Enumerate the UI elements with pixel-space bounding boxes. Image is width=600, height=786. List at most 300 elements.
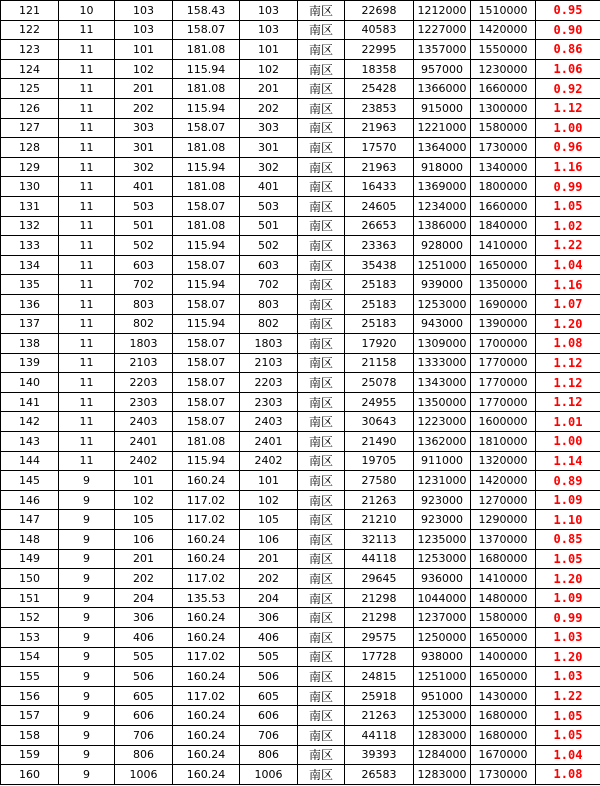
unit-cell: 201 xyxy=(115,79,173,99)
zone-cell: 南区 xyxy=(298,725,345,745)
price-per-sqm-cell: 21963 xyxy=(345,157,414,177)
area-cell: 181.08 xyxy=(173,177,240,197)
total-price-a-cell: 911000 xyxy=(414,451,471,471)
table-row xyxy=(1,255,600,275)
area-cell: 181.08 xyxy=(173,79,240,99)
zone-cell: 南区 xyxy=(298,314,345,334)
room-cell: 2303 xyxy=(240,392,298,412)
table-row xyxy=(1,334,600,354)
ratio-cell: 0.96 xyxy=(536,138,600,158)
zone-cell: 南区 xyxy=(298,569,345,589)
total-price-b-cell: 1420000 xyxy=(471,20,536,40)
price-per-sqm-cell: 24815 xyxy=(345,667,414,687)
room-cell: 103 xyxy=(240,20,298,40)
row-number: 122 xyxy=(1,20,59,40)
price-per-sqm-cell: 44118 xyxy=(345,725,414,745)
building-cell: 9 xyxy=(59,549,115,569)
unit-cell: 202 xyxy=(115,98,173,118)
ratio-cell: 1.12 xyxy=(536,98,600,118)
row-number: 126 xyxy=(1,98,59,118)
price-per-sqm-cell: 25183 xyxy=(345,314,414,334)
room-cell: 505 xyxy=(240,647,298,667)
zone-cell: 南区 xyxy=(298,667,345,687)
total-price-b-cell: 1670000 xyxy=(471,745,536,765)
unit-cell: 102 xyxy=(115,59,173,79)
total-price-b-cell: 1680000 xyxy=(471,725,536,745)
zone-cell: 南区 xyxy=(298,59,345,79)
row-number: 156 xyxy=(1,686,59,706)
ratio-cell: 1.08 xyxy=(536,765,600,785)
building-cell: 11 xyxy=(59,98,115,118)
room-cell: 506 xyxy=(240,667,298,687)
room-cell: 702 xyxy=(240,275,298,295)
room-cell: 502 xyxy=(240,236,298,256)
total-price-b-cell: 1420000 xyxy=(471,471,536,491)
building-cell: 9 xyxy=(59,530,115,550)
zone-cell: 南区 xyxy=(298,216,345,236)
total-price-a-cell: 1284000 xyxy=(414,745,471,765)
unit-cell: 302 xyxy=(115,157,173,177)
zone-cell: 南区 xyxy=(298,451,345,471)
ratio-cell: 1.16 xyxy=(536,275,600,295)
zone-cell: 南区 xyxy=(298,157,345,177)
room-cell: 2401 xyxy=(240,432,298,452)
ratio-cell: 1.20 xyxy=(536,314,600,334)
row-number: 139 xyxy=(1,353,59,373)
row-number: 140 xyxy=(1,373,59,393)
row-number: 148 xyxy=(1,530,59,550)
building-cell: 9 xyxy=(59,765,115,785)
building-cell: 11 xyxy=(59,59,115,79)
room-cell: 1803 xyxy=(240,334,298,354)
room-cell: 1006 xyxy=(240,765,298,785)
zone-cell: 南区 xyxy=(298,1,345,21)
row-number: 138 xyxy=(1,334,59,354)
zone-cell: 南区 xyxy=(298,745,345,765)
building-cell: 11 xyxy=(59,412,115,432)
table-row xyxy=(1,667,600,687)
zone-cell: 南区 xyxy=(298,98,345,118)
table-row xyxy=(1,530,600,550)
total-price-a-cell: 1333000 xyxy=(414,353,471,373)
ratio-cell: 1.22 xyxy=(536,236,600,256)
zone-cell: 南区 xyxy=(298,79,345,99)
area-cell: 158.07 xyxy=(173,118,240,138)
zone-cell: 南区 xyxy=(298,628,345,648)
ratio-cell: 0.85 xyxy=(536,530,600,550)
row-number: 141 xyxy=(1,392,59,412)
price-per-sqm-cell: 21298 xyxy=(345,588,414,608)
table-row xyxy=(1,588,600,608)
table-row xyxy=(1,392,600,412)
total-price-b-cell: 1840000 xyxy=(471,216,536,236)
building-cell: 11 xyxy=(59,392,115,412)
price-per-sqm-cell: 24605 xyxy=(345,196,414,216)
area-cell: 117.02 xyxy=(173,686,240,706)
total-price-a-cell: 1362000 xyxy=(414,432,471,452)
building-cell: 9 xyxy=(59,471,115,491)
price-per-sqm-cell: 23363 xyxy=(345,236,414,256)
total-price-b-cell: 1300000 xyxy=(471,98,536,118)
ratio-cell: 1.05 xyxy=(536,725,600,745)
unit-cell: 303 xyxy=(115,118,173,138)
row-number: 146 xyxy=(1,490,59,510)
price-per-sqm-cell: 17920 xyxy=(345,334,414,354)
room-cell: 101 xyxy=(240,471,298,491)
ratio-cell: 1.03 xyxy=(536,667,600,687)
price-per-sqm-cell: 23853 xyxy=(345,98,414,118)
zone-cell: 南区 xyxy=(298,353,345,373)
zone-cell: 南区 xyxy=(298,275,345,295)
area-cell: 115.94 xyxy=(173,451,240,471)
area-cell: 135.53 xyxy=(173,588,240,608)
area-cell: 115.94 xyxy=(173,314,240,334)
ratio-cell: 1.04 xyxy=(536,745,600,765)
total-price-b-cell: 1730000 xyxy=(471,765,536,785)
table-row xyxy=(1,490,600,510)
row-number: 130 xyxy=(1,177,59,197)
price-per-sqm-cell: 19705 xyxy=(345,451,414,471)
room-cell: 106 xyxy=(240,530,298,550)
area-cell: 160.24 xyxy=(173,471,240,491)
ratio-cell: 1.00 xyxy=(536,432,600,452)
total-price-a-cell: 1221000 xyxy=(414,118,471,138)
building-cell: 9 xyxy=(59,588,115,608)
area-cell: 117.02 xyxy=(173,647,240,667)
total-price-b-cell: 1430000 xyxy=(471,686,536,706)
total-price-b-cell: 1340000 xyxy=(471,157,536,177)
price-per-sqm-cell: 39393 xyxy=(345,745,414,765)
table-row xyxy=(1,40,600,60)
row-number: 136 xyxy=(1,294,59,314)
ratio-cell: 0.99 xyxy=(536,177,600,197)
total-price-b-cell: 1660000 xyxy=(471,79,536,99)
unit-cell: 2103 xyxy=(115,353,173,373)
ratio-cell: 1.12 xyxy=(536,373,600,393)
room-cell: 603 xyxy=(240,255,298,275)
room-cell: 406 xyxy=(240,628,298,648)
ratio-cell: 0.86 xyxy=(536,40,600,60)
total-price-b-cell: 1390000 xyxy=(471,314,536,334)
room-cell: 202 xyxy=(240,98,298,118)
ratio-cell: 1.20 xyxy=(536,647,600,667)
zone-cell: 南区 xyxy=(298,510,345,530)
room-cell: 2403 xyxy=(240,412,298,432)
total-price-b-cell: 1770000 xyxy=(471,373,536,393)
area-cell: 160.24 xyxy=(173,765,240,785)
table-row xyxy=(1,628,600,648)
building-cell: 11 xyxy=(59,432,115,452)
unit-cell: 102 xyxy=(115,490,173,510)
ratio-cell: 1.02 xyxy=(536,216,600,236)
ratio-cell: 1.12 xyxy=(536,353,600,373)
ratio-cell: 1.03 xyxy=(536,628,600,648)
table-row xyxy=(1,98,600,118)
ratio-cell: 1.06 xyxy=(536,59,600,79)
price-per-sqm-cell: 25428 xyxy=(345,79,414,99)
ratio-cell: 1.20 xyxy=(536,569,600,589)
ratio-cell: 1.14 xyxy=(536,451,600,471)
price-per-sqm-cell: 21158 xyxy=(345,353,414,373)
room-cell: 105 xyxy=(240,510,298,530)
unit-cell: 505 xyxy=(115,647,173,667)
area-cell: 117.02 xyxy=(173,569,240,589)
total-price-a-cell: 1309000 xyxy=(414,334,471,354)
building-cell: 11 xyxy=(59,40,115,60)
unit-cell: 503 xyxy=(115,196,173,216)
table-row xyxy=(1,216,600,236)
row-number: 151 xyxy=(1,588,59,608)
building-cell: 9 xyxy=(59,608,115,628)
table-row xyxy=(1,353,600,373)
zone-cell: 南区 xyxy=(298,765,345,785)
total-price-a-cell: 915000 xyxy=(414,98,471,118)
zone-cell: 南区 xyxy=(298,412,345,432)
room-cell: 201 xyxy=(240,79,298,99)
unit-cell: 2203 xyxy=(115,373,173,393)
zone-cell: 南区 xyxy=(298,549,345,569)
total-price-a-cell: 1231000 xyxy=(414,471,471,491)
unit-cell: 806 xyxy=(115,745,173,765)
total-price-a-cell: 936000 xyxy=(414,569,471,589)
table-row xyxy=(1,138,600,158)
unit-cell: 406 xyxy=(115,628,173,648)
total-price-b-cell: 1400000 xyxy=(471,647,536,667)
total-price-a-cell: 1253000 xyxy=(414,549,471,569)
total-price-a-cell: 951000 xyxy=(414,686,471,706)
total-price-a-cell: 1350000 xyxy=(414,392,471,412)
row-number: 143 xyxy=(1,432,59,452)
unit-cell: 204 xyxy=(115,588,173,608)
table-row xyxy=(1,1,600,21)
total-price-b-cell: 1370000 xyxy=(471,530,536,550)
price-per-sqm-cell: 25918 xyxy=(345,686,414,706)
price-per-sqm-cell: 35438 xyxy=(345,255,414,275)
row-number: 145 xyxy=(1,471,59,491)
area-cell: 160.24 xyxy=(173,725,240,745)
total-price-a-cell: 1251000 xyxy=(414,667,471,687)
row-number: 157 xyxy=(1,706,59,726)
price-per-sqm-cell: 25183 xyxy=(345,294,414,314)
table-row xyxy=(1,765,600,785)
row-number: 127 xyxy=(1,118,59,138)
zone-cell: 南区 xyxy=(298,196,345,216)
room-cell: 101 xyxy=(240,40,298,60)
ratio-cell: 0.89 xyxy=(536,471,600,491)
area-cell: 115.94 xyxy=(173,98,240,118)
room-cell: 201 xyxy=(240,549,298,569)
table-row xyxy=(1,510,600,530)
zone-cell: 南区 xyxy=(298,236,345,256)
total-price-b-cell: 1650000 xyxy=(471,255,536,275)
area-cell: 117.02 xyxy=(173,510,240,530)
area-cell: 158.07 xyxy=(173,373,240,393)
table-row xyxy=(1,79,600,99)
unit-cell: 2303 xyxy=(115,392,173,412)
total-price-b-cell: 1580000 xyxy=(471,118,536,138)
total-price-b-cell: 1510000 xyxy=(471,1,536,21)
room-cell: 303 xyxy=(240,118,298,138)
table-row xyxy=(1,59,600,79)
unit-cell: 2401 xyxy=(115,432,173,452)
total-price-a-cell: 1253000 xyxy=(414,294,471,314)
area-cell: 160.24 xyxy=(173,530,240,550)
total-price-a-cell: 1283000 xyxy=(414,725,471,745)
building-cell: 11 xyxy=(59,451,115,471)
total-price-b-cell: 1270000 xyxy=(471,490,536,510)
building-cell: 11 xyxy=(59,314,115,334)
row-number: 150 xyxy=(1,569,59,589)
ratio-cell: 1.00 xyxy=(536,118,600,138)
row-number: 134 xyxy=(1,255,59,275)
building-cell: 9 xyxy=(59,628,115,648)
total-price-a-cell: 943000 xyxy=(414,314,471,334)
room-cell: 501 xyxy=(240,216,298,236)
price-per-sqm-cell: 25183 xyxy=(345,275,414,295)
total-price-b-cell: 1700000 xyxy=(471,334,536,354)
room-cell: 706 xyxy=(240,725,298,745)
area-cell: 115.94 xyxy=(173,157,240,177)
building-cell: 9 xyxy=(59,725,115,745)
total-price-b-cell: 1290000 xyxy=(471,510,536,530)
total-price-b-cell: 1580000 xyxy=(471,608,536,628)
zone-cell: 南区 xyxy=(298,20,345,40)
unit-cell: 803 xyxy=(115,294,173,314)
table-row xyxy=(1,236,600,256)
ratio-cell: 0.92 xyxy=(536,79,600,99)
building-cell: 11 xyxy=(59,177,115,197)
total-price-a-cell: 928000 xyxy=(414,236,471,256)
price-per-sqm-cell: 21263 xyxy=(345,706,414,726)
unit-cell: 501 xyxy=(115,216,173,236)
table-row xyxy=(1,20,600,40)
room-cell: 103 xyxy=(240,1,298,21)
price-per-sqm-cell: 30643 xyxy=(345,412,414,432)
zone-cell: 南区 xyxy=(298,334,345,354)
total-price-b-cell: 1320000 xyxy=(471,451,536,471)
building-cell: 11 xyxy=(59,236,115,256)
table-row xyxy=(1,314,600,334)
room-cell: 2402 xyxy=(240,451,298,471)
ratio-cell: 1.22 xyxy=(536,686,600,706)
building-cell: 11 xyxy=(59,157,115,177)
building-cell: 9 xyxy=(59,745,115,765)
unit-cell: 103 xyxy=(115,20,173,40)
row-number: 132 xyxy=(1,216,59,236)
table-row xyxy=(1,745,600,765)
area-cell: 158.07 xyxy=(173,392,240,412)
building-cell: 9 xyxy=(59,706,115,726)
price-per-sqm-cell: 22995 xyxy=(345,40,414,60)
price-per-sqm-cell: 16433 xyxy=(345,177,414,197)
unit-cell: 606 xyxy=(115,706,173,726)
room-cell: 605 xyxy=(240,686,298,706)
row-number: 121 xyxy=(1,1,59,21)
total-price-a-cell: 1250000 xyxy=(414,628,471,648)
zone-cell: 南区 xyxy=(298,647,345,667)
total-price-a-cell: 1386000 xyxy=(414,216,471,236)
total-price-b-cell: 1230000 xyxy=(471,59,536,79)
row-number: 149 xyxy=(1,549,59,569)
total-price-a-cell: 938000 xyxy=(414,647,471,667)
total-price-a-cell: 1283000 xyxy=(414,765,471,785)
table-row xyxy=(1,294,600,314)
total-price-b-cell: 1410000 xyxy=(471,569,536,589)
total-price-b-cell: 1410000 xyxy=(471,236,536,256)
total-price-a-cell: 1235000 xyxy=(414,530,471,550)
zone-cell: 南区 xyxy=(298,392,345,412)
ratio-cell: 1.09 xyxy=(536,490,600,510)
unit-cell: 101 xyxy=(115,471,173,491)
room-cell: 302 xyxy=(240,157,298,177)
ratio-cell: 1.01 xyxy=(536,412,600,432)
ratio-cell: 1.16 xyxy=(536,157,600,177)
area-cell: 115.94 xyxy=(173,236,240,256)
total-price-a-cell: 923000 xyxy=(414,490,471,510)
room-cell: 401 xyxy=(240,177,298,197)
building-cell: 9 xyxy=(59,569,115,589)
row-number: 123 xyxy=(1,40,59,60)
table-row xyxy=(1,725,600,745)
room-cell: 2103 xyxy=(240,353,298,373)
zone-cell: 南区 xyxy=(298,40,345,60)
unit-cell: 401 xyxy=(115,177,173,197)
row-number: 142 xyxy=(1,412,59,432)
unit-cell: 506 xyxy=(115,667,173,687)
price-per-sqm-cell: 29575 xyxy=(345,628,414,648)
total-price-a-cell: 1044000 xyxy=(414,588,471,608)
row-number: 152 xyxy=(1,608,59,628)
total-price-b-cell: 1730000 xyxy=(471,138,536,158)
ratio-cell: 1.07 xyxy=(536,294,600,314)
price-per-sqm-cell: 32113 xyxy=(345,530,414,550)
area-cell: 158.43 xyxy=(173,1,240,21)
building-cell: 11 xyxy=(59,334,115,354)
area-cell: 160.24 xyxy=(173,745,240,765)
area-cell: 160.24 xyxy=(173,706,240,726)
unit-cell: 201 xyxy=(115,549,173,569)
price-per-sqm-cell: 17728 xyxy=(345,647,414,667)
unit-cell: 802 xyxy=(115,314,173,334)
total-price-a-cell: 918000 xyxy=(414,157,471,177)
total-price-a-cell: 923000 xyxy=(414,510,471,530)
row-number: 131 xyxy=(1,196,59,216)
area-cell: 181.08 xyxy=(173,216,240,236)
unit-cell: 2403 xyxy=(115,412,173,432)
row-number: 124 xyxy=(1,59,59,79)
building-cell: 10 xyxy=(59,1,115,21)
area-cell: 158.07 xyxy=(173,20,240,40)
building-cell: 11 xyxy=(59,118,115,138)
total-price-a-cell: 1237000 xyxy=(414,608,471,628)
table-row xyxy=(1,608,600,628)
area-cell: 158.07 xyxy=(173,334,240,354)
unit-cell: 605 xyxy=(115,686,173,706)
ratio-cell: 1.05 xyxy=(536,706,600,726)
area-cell: 158.07 xyxy=(173,255,240,275)
building-cell: 11 xyxy=(59,20,115,40)
total-price-a-cell: 1227000 xyxy=(414,20,471,40)
total-price-b-cell: 1650000 xyxy=(471,667,536,687)
unit-cell: 101 xyxy=(115,40,173,60)
table-row xyxy=(1,118,600,138)
area-cell: 160.24 xyxy=(173,608,240,628)
row-number: 160 xyxy=(1,765,59,785)
total-price-a-cell: 1364000 xyxy=(414,138,471,158)
total-price-a-cell: 1369000 xyxy=(414,177,471,197)
zone-cell: 南区 xyxy=(298,432,345,452)
table-row xyxy=(1,275,600,295)
